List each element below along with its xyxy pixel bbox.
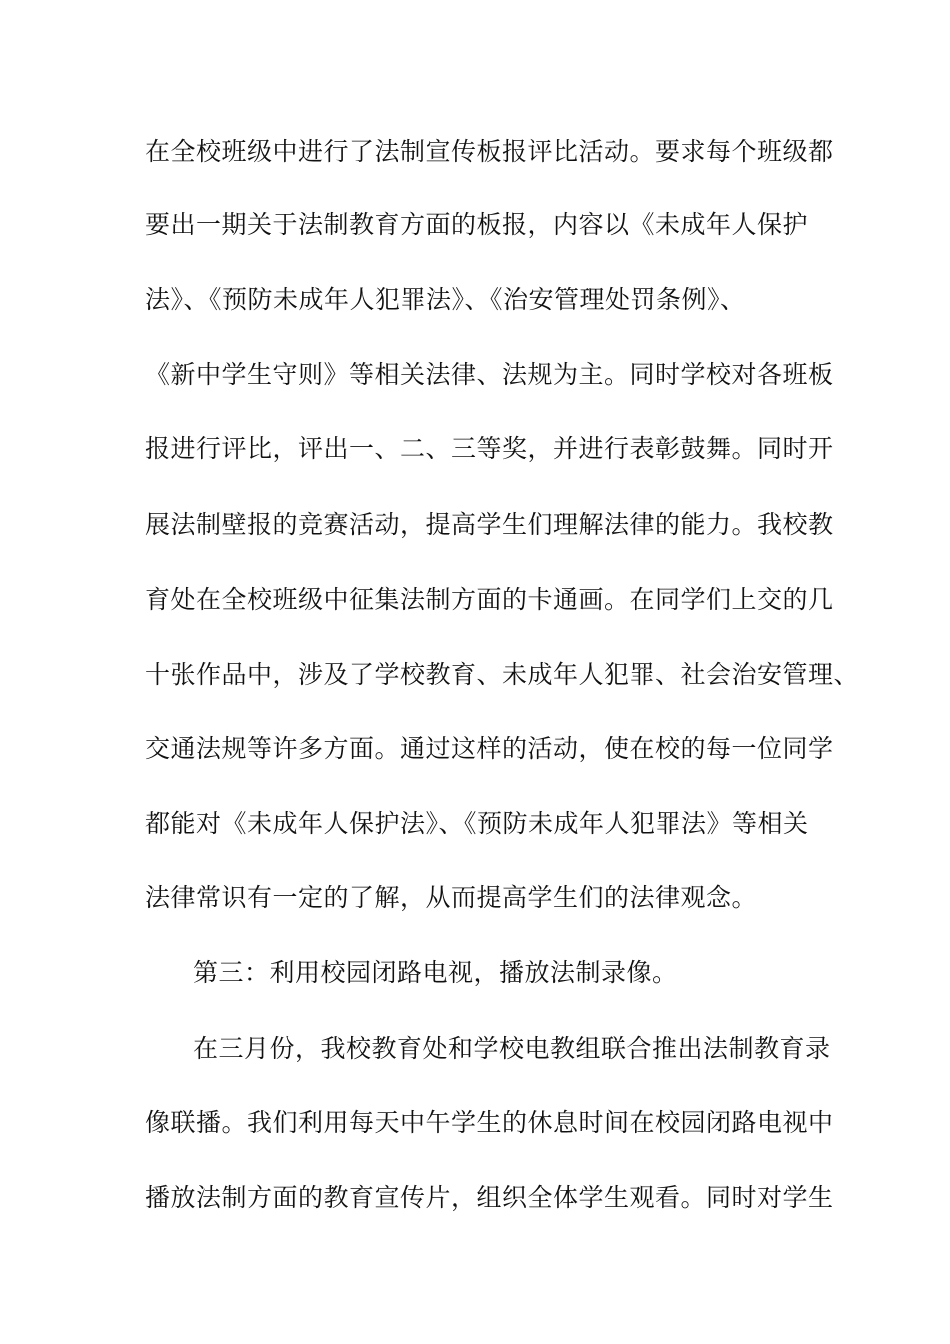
body-text-line-14: 像联播。我们利用每天中午学生的休息时间在校园闭路电视中 (145, 1108, 834, 1137)
body-text-line-11: 法律常识有一定的了解，从而提高学生们的法律观念。 (145, 883, 758, 912)
section-heading: 第三：利用校园闭路电视，播放法制录像。 (193, 958, 678, 987)
body-text-line-5: 报进行评比，评出一、二、三等奖，并进行表彰鼓舞。同时开 (145, 434, 834, 463)
body-text-line-8: 十张作品中，涉及了学校教育、未成年人犯罪、社会治安管理、 (145, 660, 860, 689)
body-text-line-13: 在三月份，我校教育处和学校电教组联合推出法制教育录 (193, 1034, 831, 1063)
body-text-line-7: 育处在全校班级中征集法制方面的卡通画。在同学们上交的几 (145, 585, 834, 614)
body-text-line-9: 交通法规等许多方面。通过这样的活动，使在校的每一位同学 (145, 734, 834, 763)
body-text-line-1: 在全校班级中进行了法制宣传板报评比活动。要求每个班级都 (145, 137, 834, 166)
body-text-line-15: 播放法制方面的教育宣传片，组织全体学生观看。同时对学生 (145, 1183, 834, 1212)
body-text-line-4: 《新中学生守则》等相关法律、法规为主。同时学校对各班板 (145, 360, 834, 389)
body-text-line-6: 展法制壁报的竞赛活动，提高学生们理解法律的能力。我校教 (145, 510, 834, 539)
body-text-line-2: 要出一期关于法制教育方面的板报，内容以《未成年人保护 (145, 210, 809, 239)
body-text-line-10: 都能对《未成年人保护法》、《预防未成年人犯罪法》等相关 (145, 809, 809, 838)
body-text-line-3: 法》、《预防未成年人犯罪法》、《治安管理处罚条例》、 (145, 285, 746, 314)
